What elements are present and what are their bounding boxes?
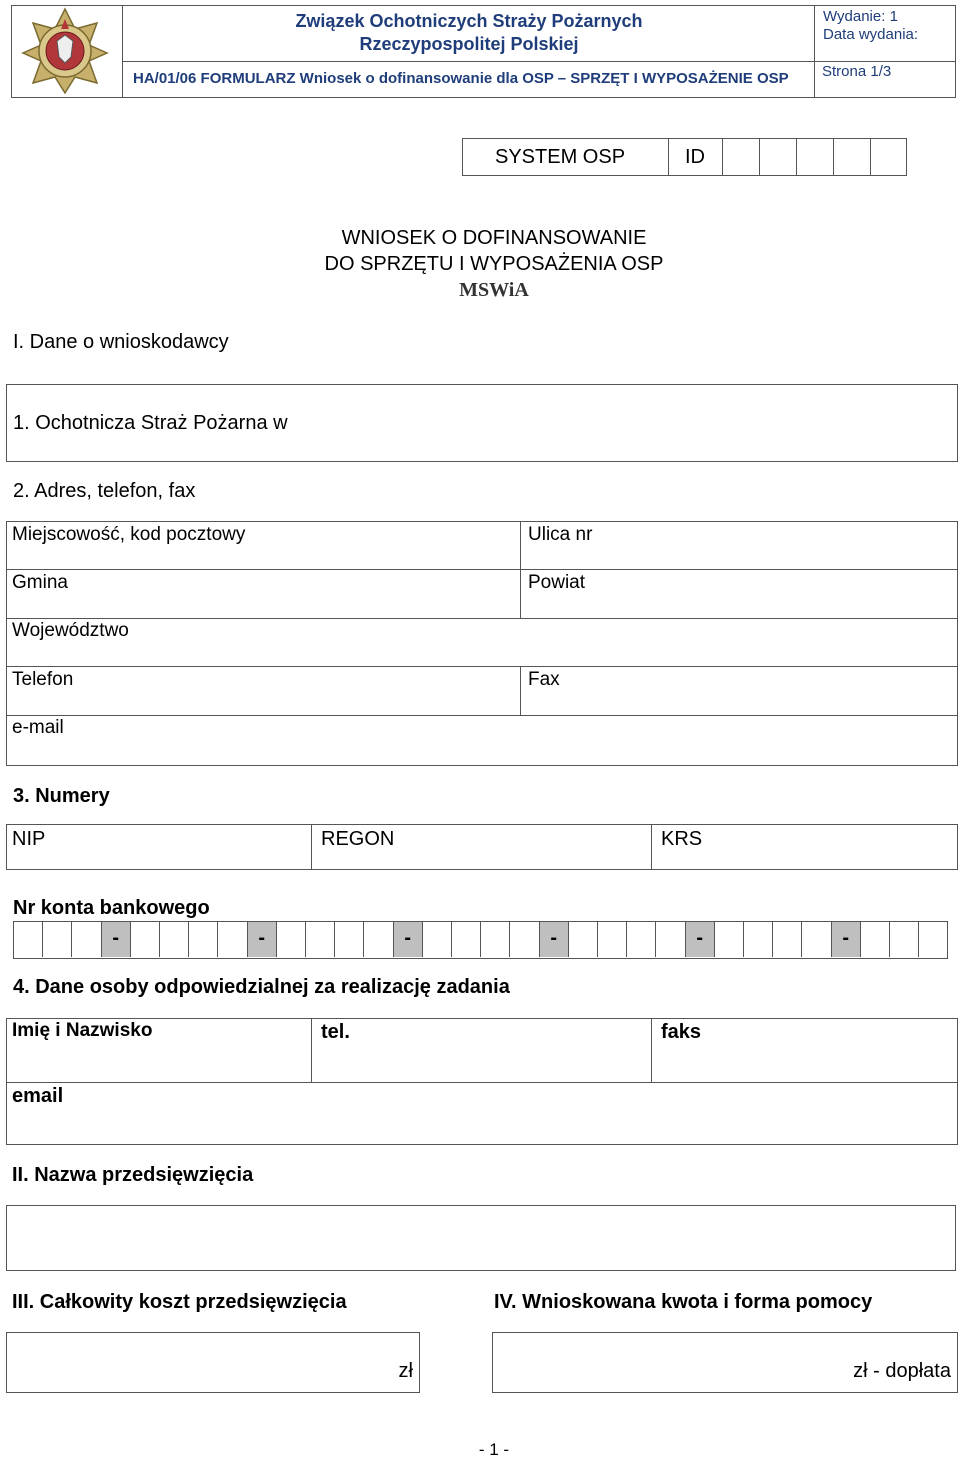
person-phone-field[interactable]: tel.: [321, 1021, 350, 1043]
numbers-heading: 3. Numery: [13, 785, 110, 807]
divider: [6, 569, 958, 570]
id-label-cell: [668, 139, 724, 175]
account-digit-box[interactable]: [890, 922, 919, 957]
section3-heading: III. Całkowity koszt przedsięwzięcia: [12, 1291, 347, 1313]
account-separator: -: [248, 922, 277, 957]
edition-text: Wydanie: 1: [823, 8, 898, 25]
divider: [520, 521, 521, 618]
account-separator: -: [686, 922, 715, 957]
title-line2: DO SPRZĘTU I WYPOSAŻENIA OSP: [324, 253, 664, 275]
requested-amount-suffix: zł - dopłata: [853, 1360, 951, 1382]
osp-name-field[interactable]: [6, 384, 958, 462]
account-separator: -: [540, 922, 569, 957]
section1-heading: I. Dane o wnioskodawcy: [13, 331, 229, 353]
regon-field[interactable]: REGON: [321, 828, 395, 850]
id-digit-box[interactable]: [759, 139, 797, 175]
account-separator: -: [832, 922, 861, 957]
osp-name-label: 1. Ochotnicza Straż Pożarna w: [13, 412, 288, 434]
id-label: ID: [685, 146, 705, 168]
project-name-field[interactable]: [6, 1205, 956, 1271]
account-digit-box[interactable]: [569, 922, 598, 957]
person-email-field[interactable]: email: [12, 1085, 64, 1107]
person-fax-field[interactable]: faks: [661, 1021, 702, 1043]
account-digit-box[interactable]: [335, 922, 364, 957]
id-digit-box[interactable]: [722, 139, 760, 175]
email-field[interactable]: e-mail: [12, 717, 64, 738]
account-digit-box[interactable]: [43, 922, 72, 957]
total-cost-currency: zł: [398, 1360, 413, 1382]
responsible-person-heading: 4. Dane osoby odpowiedzialnej za realizację zadania: [13, 976, 510, 998]
bank-account-label: Nr konta bankowego: [13, 897, 210, 919]
system-osp-label: SYSTEM OSP: [495, 146, 626, 168]
account-digit-box[interactable]: [160, 922, 189, 957]
organization-cell: [123, 5, 815, 62]
account-digit-box[interactable]: [423, 922, 452, 957]
section2-heading: II. Nazwa przedsięwzięcia: [12, 1164, 254, 1186]
account-digit-box[interactable]: [598, 922, 627, 957]
id-digit-box[interactable]: [796, 139, 834, 175]
title-line1: WNIOSEK O DOFINANSOWANIE: [341, 227, 647, 249]
account-digit-box[interactable]: [364, 922, 393, 957]
account-digit-box[interactable]: [481, 922, 510, 957]
form-title: HA/01/06 FORMULARZ Wniosek o dofinansowanie dla OSP – SPRZĘT I WYPOSAŻENIE OSP: [133, 70, 789, 87]
total-cost-field[interactable]: [6, 1332, 420, 1393]
account-digit-box[interactable]: [627, 922, 656, 957]
system-osp-box: [462, 138, 907, 176]
page-indicator: Strona 1/3: [822, 63, 892, 80]
id-digit-box[interactable]: [833, 139, 871, 175]
divider: [651, 824, 652, 870]
nip-field[interactable]: NIP: [12, 828, 46, 850]
bank-account-field[interactable]: [13, 921, 948, 959]
account-digit-box[interactable]: [189, 922, 218, 957]
account-separator: -: [394, 922, 423, 957]
address-heading: 2. Adres, telefon, fax: [13, 480, 196, 502]
street-field[interactable]: Ulica nr: [528, 524, 593, 545]
account-digit-box[interactable]: [131, 922, 160, 957]
account-digit-box[interactable]: [306, 922, 335, 957]
wojewodztwo-field[interactable]: Województwo: [12, 620, 129, 641]
phone-field[interactable]: Telefon: [12, 669, 74, 690]
section4-heading: IV. Wnioskowana kwota i forma pomocy: [494, 1291, 873, 1313]
numbers-table: [6, 824, 958, 870]
zosp-logo-icon: [17, 5, 113, 95]
divider: [311, 824, 312, 870]
account-digit-box[interactable]: [802, 922, 831, 957]
account-separator: -: [102, 922, 131, 957]
org-name-line1: Związek Ochotniczych Straży Pożarnych: [295, 11, 643, 31]
account-digit-box[interactable]: [861, 922, 890, 957]
account-digit-box[interactable]: [773, 922, 802, 957]
divider: [6, 618, 958, 619]
city-field[interactable]: Miejscowość, kod pocztowy: [12, 524, 246, 545]
account-digit-box[interactable]: [277, 922, 306, 957]
gmina-field[interactable]: Gmina: [12, 572, 68, 593]
id-digit-box[interactable]: [870, 139, 906, 175]
account-digit-box[interactable]: [218, 922, 247, 957]
account-digit-box[interactable]: [510, 922, 539, 957]
divider: [651, 1018, 652, 1082]
powiat-field[interactable]: Powiat: [528, 572, 586, 593]
divider: [311, 1018, 312, 1082]
krs-field[interactable]: KRS: [661, 828, 703, 850]
divider: [6, 1082, 958, 1083]
account-digit-box[interactable]: [919, 922, 948, 957]
divider: [6, 666, 958, 667]
form-title-cell: [123, 61, 815, 98]
page-number: - 1 -: [478, 1440, 510, 1459]
account-digit-box[interactable]: [72, 922, 101, 957]
org-name-line2: Rzeczypospolitej Polskiej: [359, 34, 579, 54]
fax-field[interactable]: Fax: [528, 669, 560, 690]
requested-amount-field[interactable]: [492, 1332, 958, 1393]
edition-cell: [815, 5, 956, 62]
logo-cell: [11, 5, 123, 98]
title-line3: MSWiA: [459, 279, 529, 301]
account-digit-box[interactable]: [715, 922, 744, 957]
issue-date-text: Data wydania:: [823, 26, 919, 43]
account-digit-box[interactable]: [14, 922, 43, 957]
divider: [520, 666, 521, 715]
divider: [6, 715, 958, 716]
account-digit-box[interactable]: [656, 922, 685, 957]
full-name-field[interactable]: Imię i Nazwisko: [12, 1020, 153, 1041]
account-digit-box[interactable]: [744, 922, 773, 957]
account-digit-box[interactable]: [452, 922, 481, 957]
address-table: [6, 521, 958, 766]
